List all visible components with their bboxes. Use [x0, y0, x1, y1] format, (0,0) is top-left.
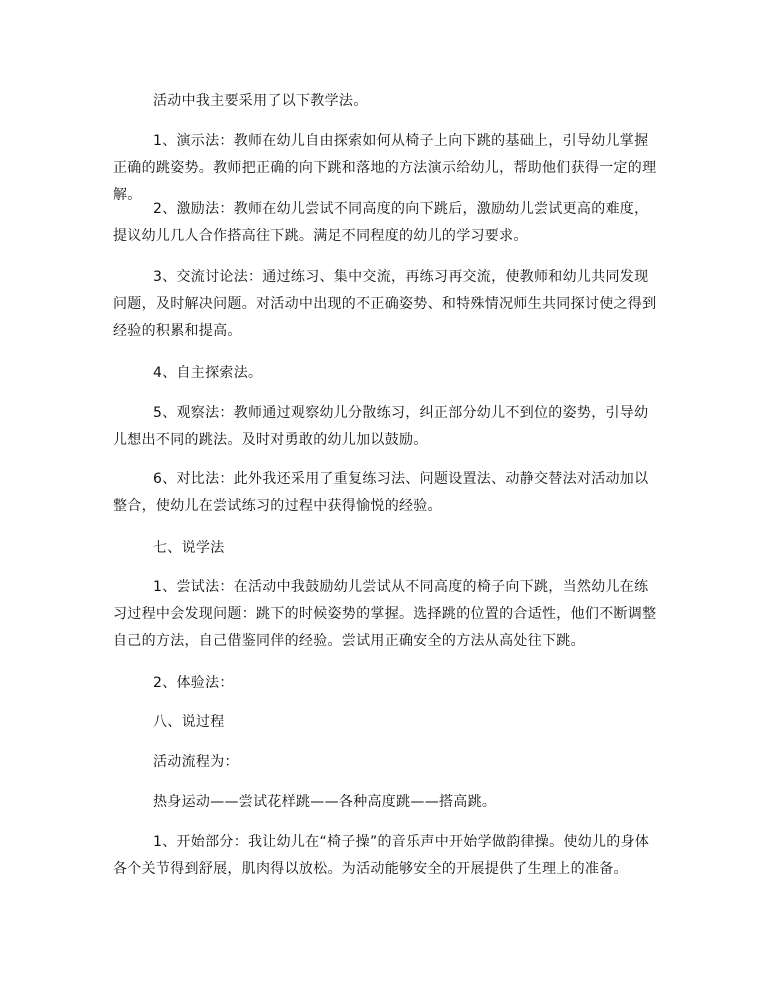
paragraph-process-intro: 活动流程为：: [153, 754, 239, 770]
paragraph-method-3: 3、交流讨论法：通过练习、集中交流，再练习再交流，使教师和幼儿共同发现问题，及时解决问题。对活动中出现的不正确姿势、和特殊情况师生共同探讨使之得到经验的积累和提高。: [113, 269, 657, 339]
paragraph-method-1: 1、演示法：教师在幼儿自由探索如何从椅子上向下跳的基础上，引导幼儿掌握正确的跳姿势。教师把正确的向下跳和落地的方法演示给幼儿，帮助他们获得一定的理解。: [113, 133, 657, 203]
paragraph-method-2: 2、激励法：教师在幼儿尝试不同高度的向下跳后，激励幼儿尝试更高的难度，提议幼儿几人合作搭高往下跳。满足不同程度的幼儿的学习要求。: [113, 201, 649, 244]
section-heading-learning: 七、说学法: [153, 540, 225, 556]
section-heading-process: 八、说过程: [153, 714, 225, 730]
paragraph-learning-1: 1、尝试法：在活动中我鼓励幼儿尝试从不同高度的椅子向下跳，当然幼儿在练习过程中会发现问题：跳下的时候姿势的掌握。选择跳的位置的合适性，他们不断调整自己的方法，自己借鉴同伴的经验。尝试用正确安全的方法从高处往下跳。: [113, 579, 657, 649]
paragraph-intro: 活动中我主要采用了以下教学法。: [153, 93, 368, 109]
paragraph-method-6: 6、对比法：此外我还采用了重复练习法、问题设置法、动静交替法对活动加以整合，使幼儿在尝试练习的过程中获得愉悦的经验。: [113, 471, 649, 514]
paragraph-process-flow: 热身运动——尝试花样跳——各种高度跳——搭高跳。: [153, 794, 497, 810]
paragraph-process-1: 1、开始部分：我让幼儿在“椅子操”的音乐声中开始学做韵律操。使幼儿的身体各个关节得到舒展，肌肉得以放松。为活动能够安全的开展提供了生理上的准备。: [113, 834, 650, 877]
paragraph-method-5: 5、观察法：教师通过观察幼儿分散练习，纠正部分幼儿不到位的姿势，引导幼儿想出不同的跳法。及时对勇敢的幼儿加以鼓励。: [113, 405, 649, 448]
paragraph-learning-2: 2、体验法：: [153, 675, 234, 691]
paragraph-method-4: 4、自主探索法。: [153, 365, 263, 381]
